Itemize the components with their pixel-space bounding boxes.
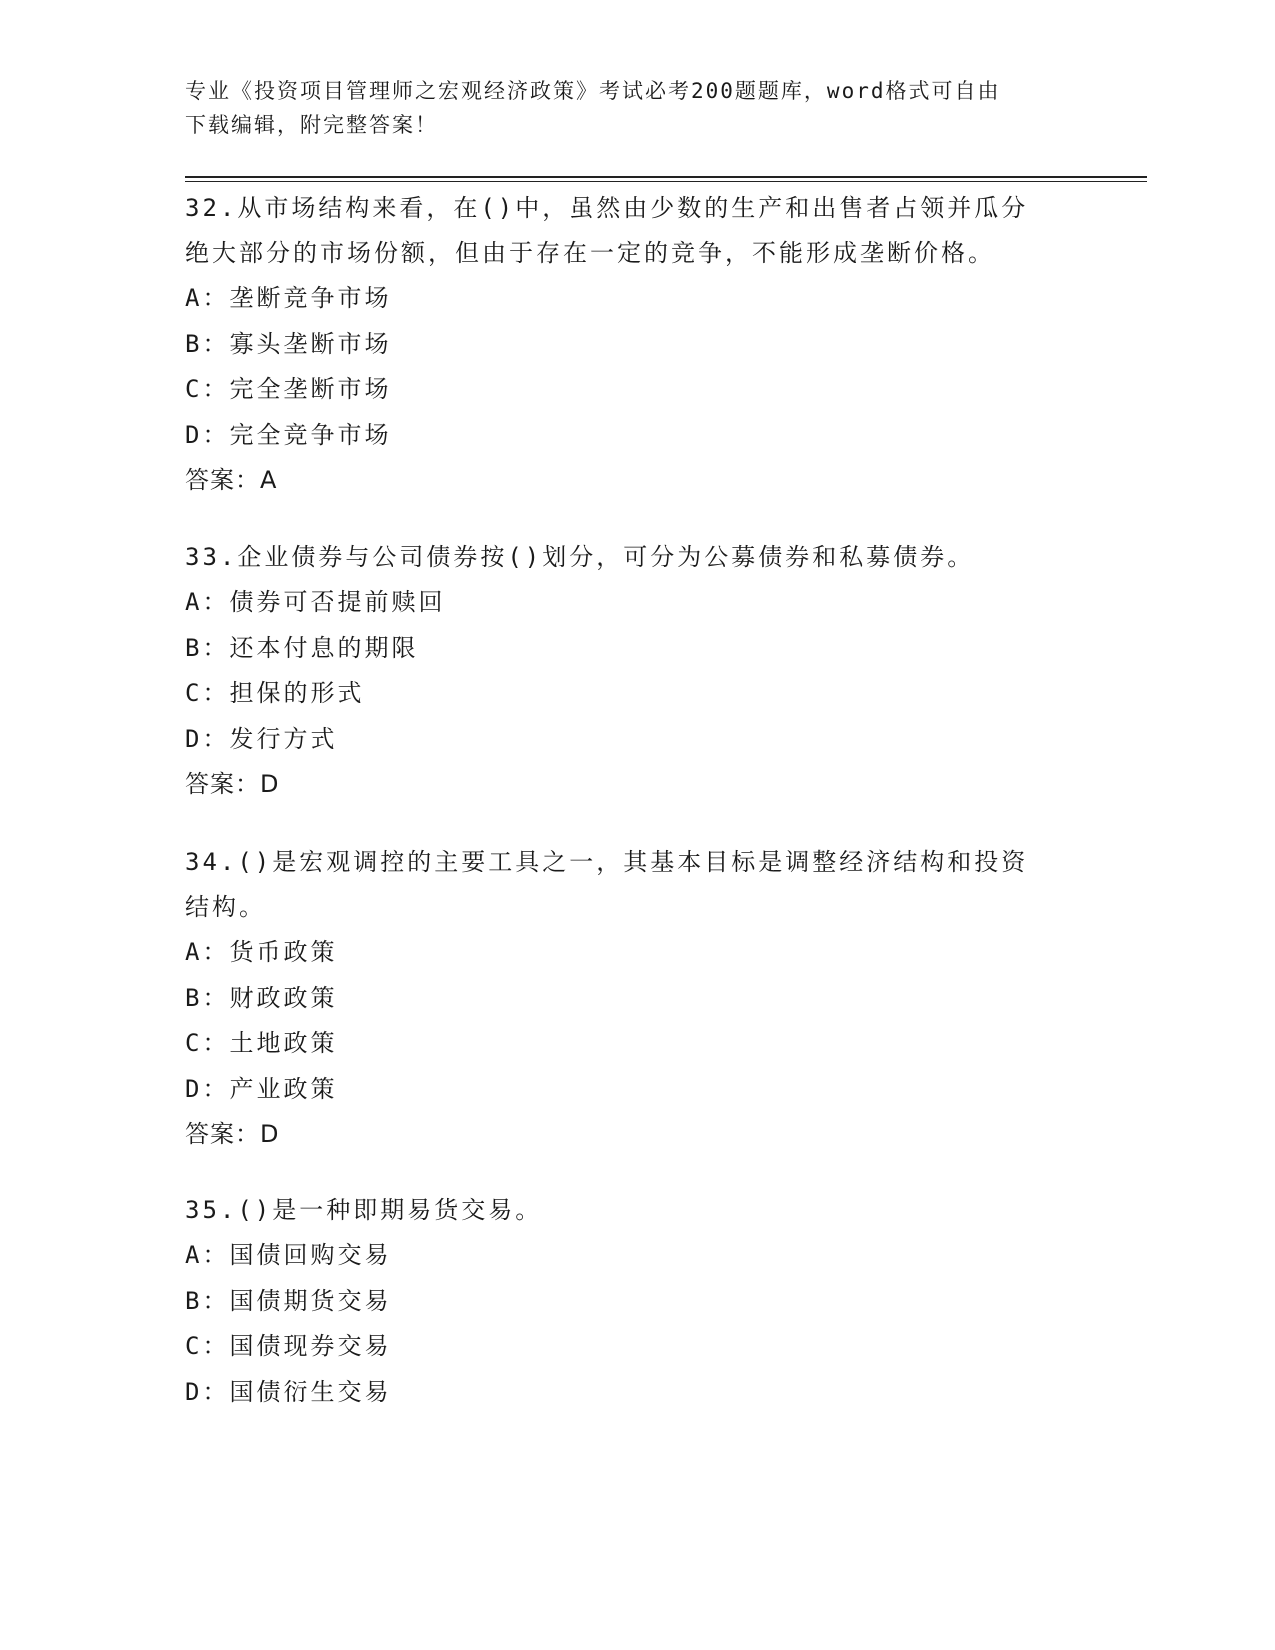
question-stem-line: 绝大部分的市场份额，但由于存在一定的竞争，不能形成垄断价格。 <box>185 239 995 267</box>
question-35 <box>185 1188 1085 1415</box>
option-b: B：寡头垄断市场 <box>185 329 392 358</box>
question-stem-line: 结构。 <box>185 893 266 921</box>
option-a: A：垄断竞争市场 <box>185 284 392 312</box>
option-c: C：担保的形式 <box>185 679 365 708</box>
header-line-2: 下载编辑，附完整答案！ <box>185 113 438 137</box>
option-c: C：国债现券交易 <box>185 1332 392 1361</box>
question-stem-line: 33.企业债券与公司债券按()划分，可分为公募债券和私募债券。 <box>185 543 975 571</box>
question-stem-line: 34.()是宏观调控的主要工具之一，其基本目标是调整经济结构和投资 <box>185 848 1029 876</box>
header-line-1: 专业《投资项目管理师之宏观经济政策》考试必考200题题库，word格式可自由 <box>185 79 1001 103</box>
option-d: D：国债衍生交易 <box>185 1377 392 1406</box>
option-d: D：发行方式 <box>185 724 338 753</box>
header-divider-thin <box>185 181 1147 182</box>
question-32 <box>185 186 1085 504</box>
option-b: B：还本付息的期限 <box>185 633 419 662</box>
option-d: D：产业政策 <box>185 1074 338 1103</box>
option-a: A：国债回购交易 <box>185 1241 392 1269</box>
option-a: A：债券可否提前赎回 <box>185 588 446 616</box>
answer: 答案：D <box>185 1120 280 1149</box>
option-b: B：国债期货交易 <box>185 1286 392 1315</box>
answer: 答案：D <box>185 770 280 799</box>
header-divider-thick <box>185 176 1147 178</box>
option-a: A：货币政策 <box>185 938 338 966</box>
answer: 答案：A <box>185 466 278 495</box>
option-c: C：完全垄断市场 <box>185 375 392 404</box>
question-33 <box>185 535 1085 808</box>
question-stem-line: 32.从市场结构来看，在()中，虽然由少数的生产和出售者占领并瓜分 <box>185 194 1029 222</box>
option-d: D：完全竞争市场 <box>185 420 392 449</box>
question-stem-line: 35.()是一种即期易货交易。 <box>185 1196 543 1224</box>
document-header <box>185 74 1065 142</box>
option-b: B：财政政策 <box>185 983 338 1012</box>
question-34 <box>185 840 1085 1158</box>
option-c: C：土地政策 <box>185 1029 338 1058</box>
